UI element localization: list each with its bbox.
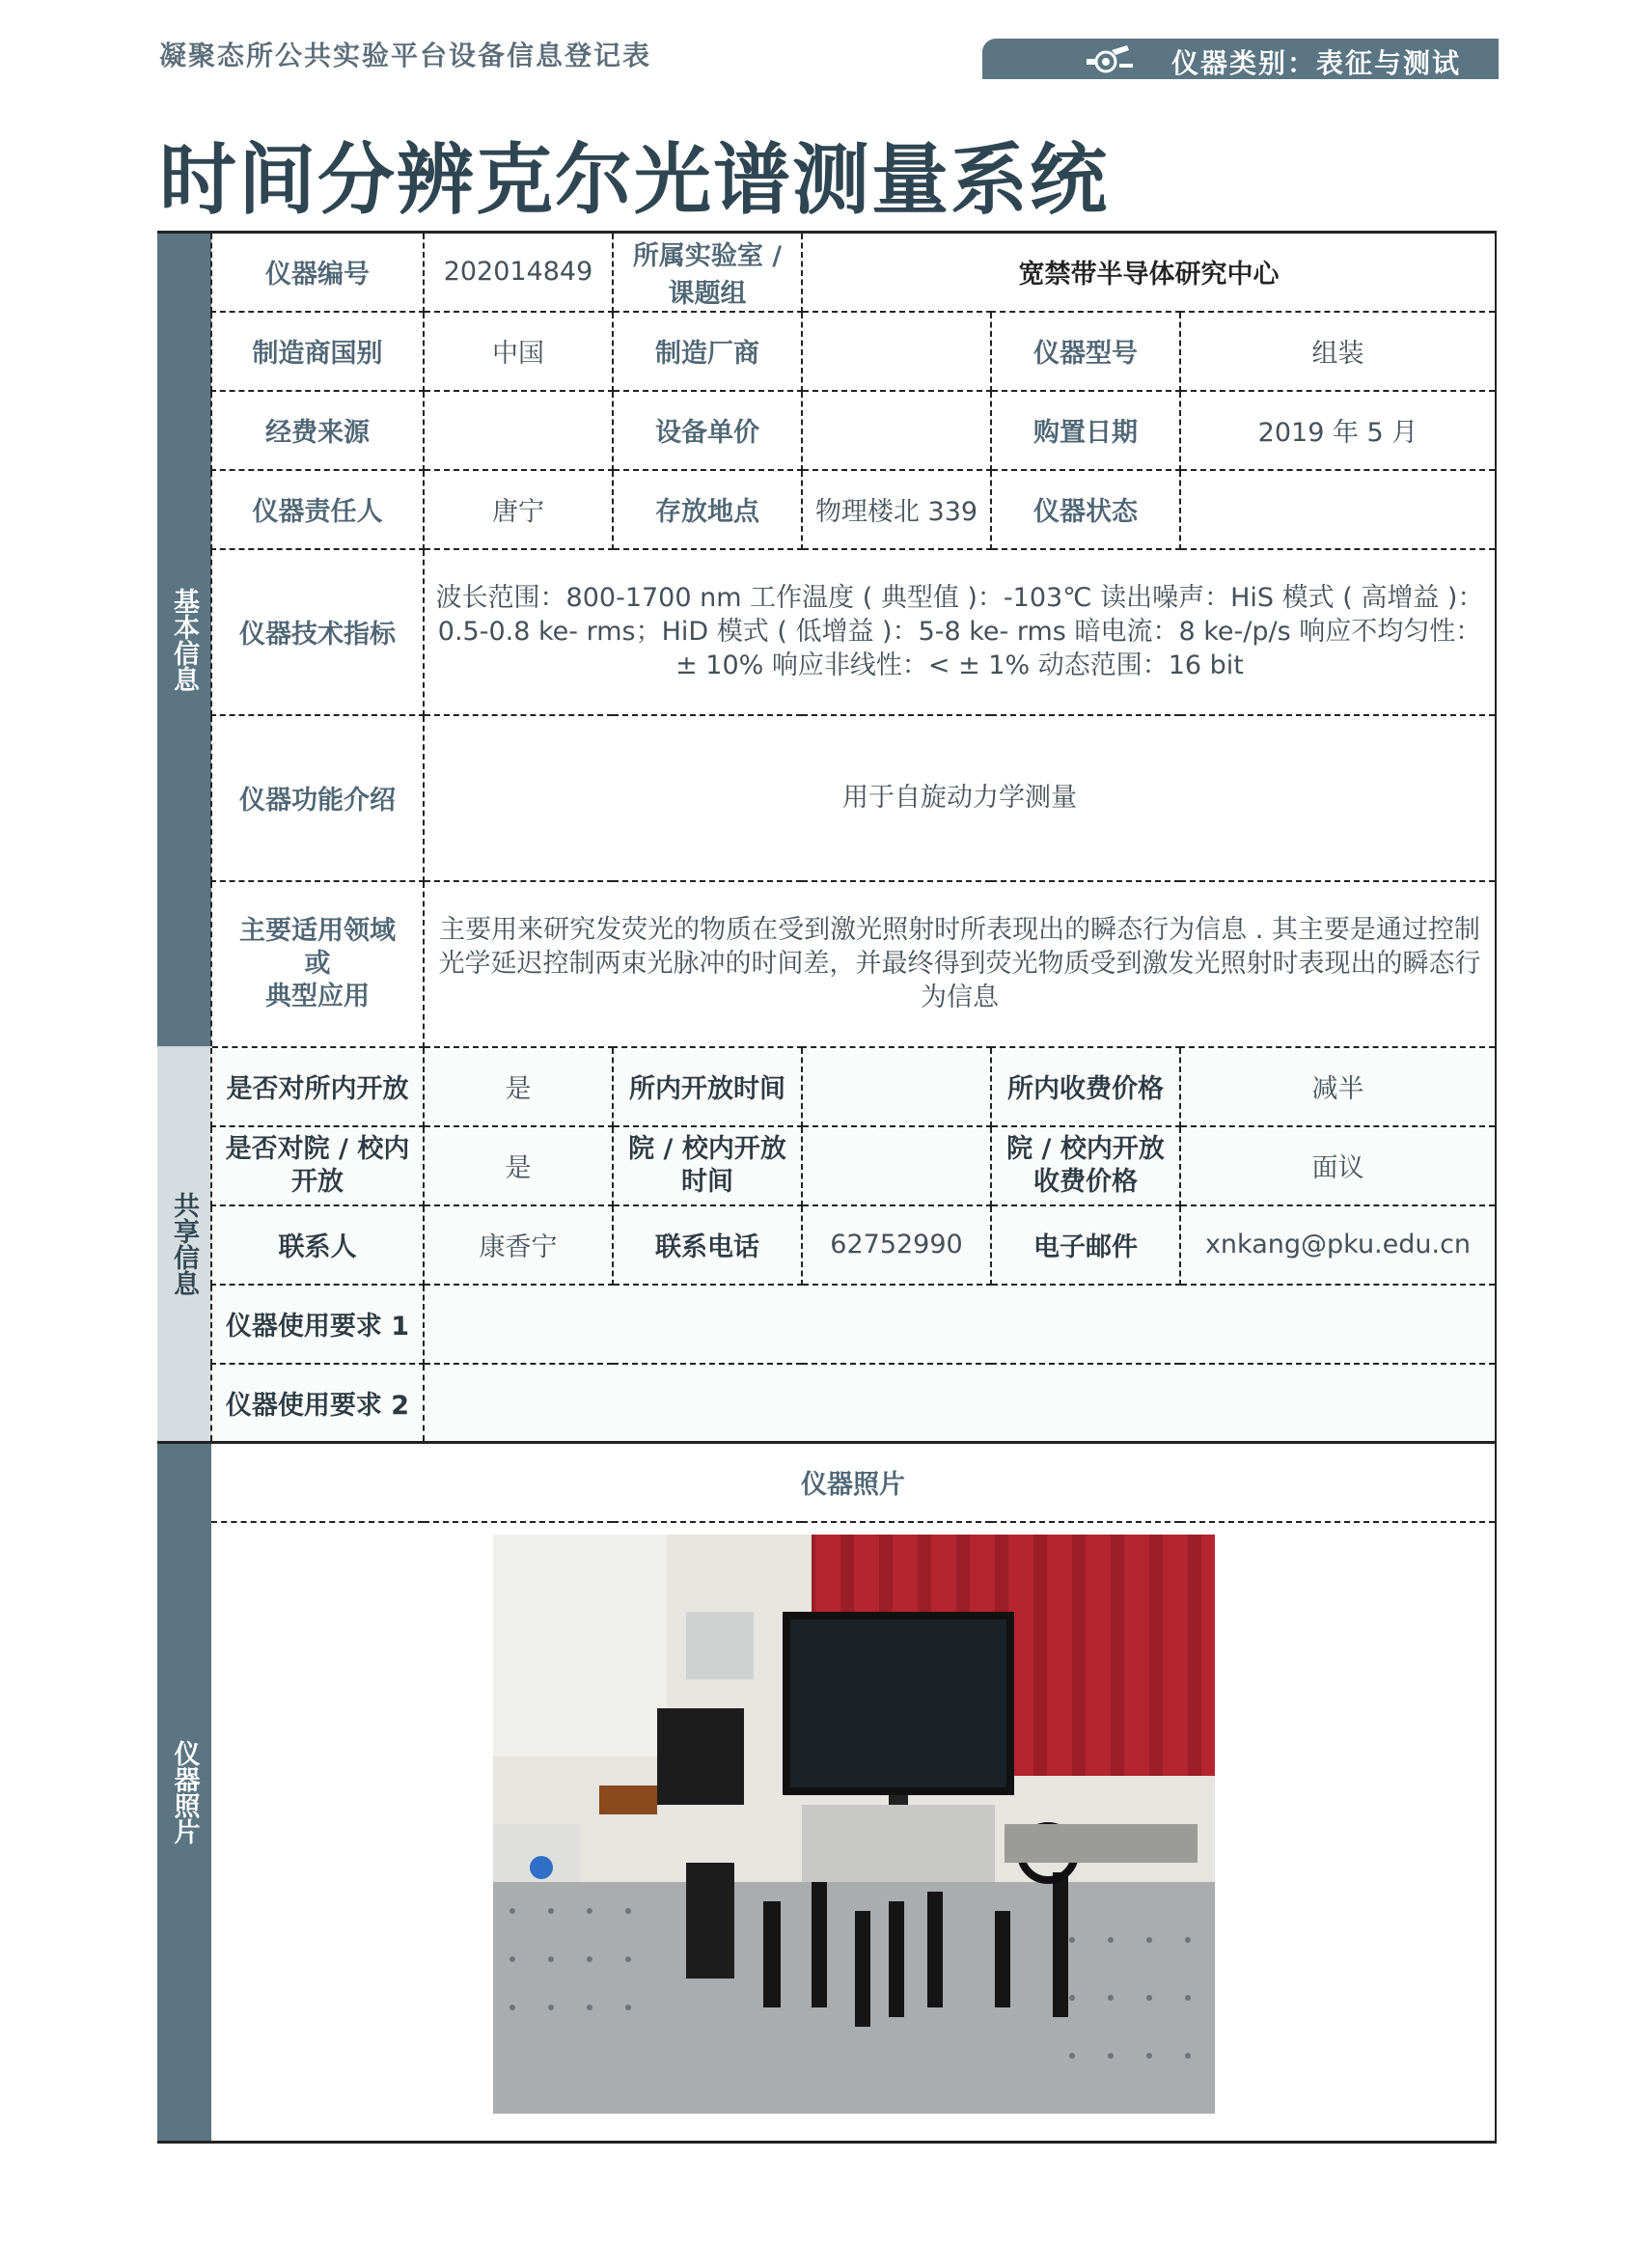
- label-application: [211, 881, 424, 1047]
- label-campus-price: 院 / 校内开放收费价格: [991, 1126, 1180, 1205]
- value-unit-price: [802, 391, 991, 470]
- value-purchase-date: 2019 年 5 月: [1180, 391, 1496, 470]
- photo-container: [211, 1523, 1495, 2141]
- section-photo-label: 仪器照片: [157, 1443, 211, 2143]
- section-basic-label: 基本信息: [157, 233, 211, 1047]
- label-specs: 仪器技术指标: [211, 549, 424, 715]
- label-phone: 联系电话: [613, 1205, 802, 1285]
- value-manufacturer: [802, 312, 991, 391]
- label-internal-hours: 所内开放时间: [613, 1047, 802, 1126]
- label-requirement-1: 仪器使用要求 1: [211, 1285, 424, 1364]
- label-application-line2: 或: [304, 948, 331, 979]
- instrument-photo: [493, 1535, 1215, 2114]
- label-email: 电子邮件: [991, 1205, 1180, 1285]
- value-status: [1180, 470, 1496, 549]
- value-lab: 宽禁带半导体研究中心: [802, 233, 1496, 312]
- category-label: 仪器类别：表征与测试: [1171, 47, 1462, 79]
- label-instrument-number: 仪器编号: [211, 233, 424, 312]
- label-requirement-2: 仪器使用要求 2: [211, 1364, 424, 1443]
- value-open-internal: 是: [424, 1047, 613, 1126]
- label-open-campus: 是否对院 / 校内开放: [211, 1126, 424, 1205]
- value-model: 组装: [1180, 312, 1496, 391]
- label-location: 存放地点: [613, 470, 802, 549]
- label-lab: 所属实验室 / 课题组: [613, 233, 802, 312]
- label-country: 制造商国别: [211, 312, 424, 391]
- value-responsible: 唐宁: [424, 470, 613, 549]
- page-title: 时间分辨克尔光谱测量系统: [159, 135, 1109, 225]
- label-internal-price: 所内收费价格: [991, 1047, 1180, 1126]
- value-instrument-number: 202014849: [424, 233, 613, 312]
- label-campus-hours: 院 / 校内开放时间: [613, 1126, 802, 1205]
- label-status: 仪器状态: [991, 470, 1180, 549]
- value-requirement-2: [424, 1364, 1496, 1443]
- label-open-internal: 是否对所内开放: [211, 1047, 424, 1126]
- value-campus-hours: [802, 1126, 991, 1205]
- info-table: [157, 231, 1497, 2144]
- label-responsible: 仪器责任人: [211, 470, 424, 549]
- label-application-line3: 典型应用: [265, 981, 370, 1011]
- label-purchase-date: 购置日期: [991, 391, 1180, 470]
- photo-heading: 仪器照片: [211, 1443, 1496, 1522]
- value-country: 中国: [424, 312, 613, 391]
- value-open-campus: 是: [424, 1126, 613, 1205]
- value-location: 物理楼北 339: [802, 470, 991, 549]
- value-application: 主要用来研究发荧光的物质在受到激光照射时所表现出的瞬态行为信息 . 其主要是通过控制光学延迟控制两束光脉冲的时间差，并最终得到荧光物质受到激发光照射时表现出的瞬态行为信息: [424, 881, 1496, 1047]
- org-form-title: 凝聚态所公共实验平台设备信息登记表: [159, 40, 652, 71]
- category-badge: [982, 39, 1499, 79]
- value-campus-price: 面议: [1180, 1126, 1496, 1205]
- value-internal-hours: [802, 1047, 991, 1126]
- value-internal-price: 减半: [1180, 1047, 1496, 1126]
- label-model: 仪器型号: [991, 312, 1180, 391]
- label-unit-price: 设备单价: [613, 391, 802, 470]
- label-function: 仪器功能介绍: [211, 715, 424, 881]
- microscope-gear-icon: [1079, 42, 1137, 75]
- photo-cell: [211, 1522, 1496, 2143]
- value-specs: 波长范围：800-1700 nm 工作温度 ( 典型值 )：-103℃ 读出噪声：HiS 模式 ( 高增益 )：0.5-0.8 ke- rms；HiD 模式 ( 低增益 )：5-8 ke- rms 暗电流：8 ke-/p/s 响应不均匀性：± 10% 响应非线性：< ± 1% 动态范围：16 bit: [424, 549, 1496, 715]
- value-requirement-1: [424, 1285, 1496, 1364]
- value-phone: 62752990: [802, 1205, 991, 1285]
- value-funding: [424, 391, 613, 470]
- label-contact: 联系人: [211, 1205, 424, 1285]
- section-share-label: 共享信息: [157, 1047, 211, 1443]
- value-email[interactable]: xnkang@pku.edu.cn: [1180, 1205, 1496, 1285]
- label-application-line1: 主要适用领域: [239, 915, 396, 946]
- value-function: 用于自旋动力学测量: [424, 715, 1496, 881]
- value-contact: 康香宁: [424, 1205, 613, 1285]
- label-funding: 经费来源: [211, 391, 424, 470]
- label-manufacturer: 制造厂商: [613, 312, 802, 391]
